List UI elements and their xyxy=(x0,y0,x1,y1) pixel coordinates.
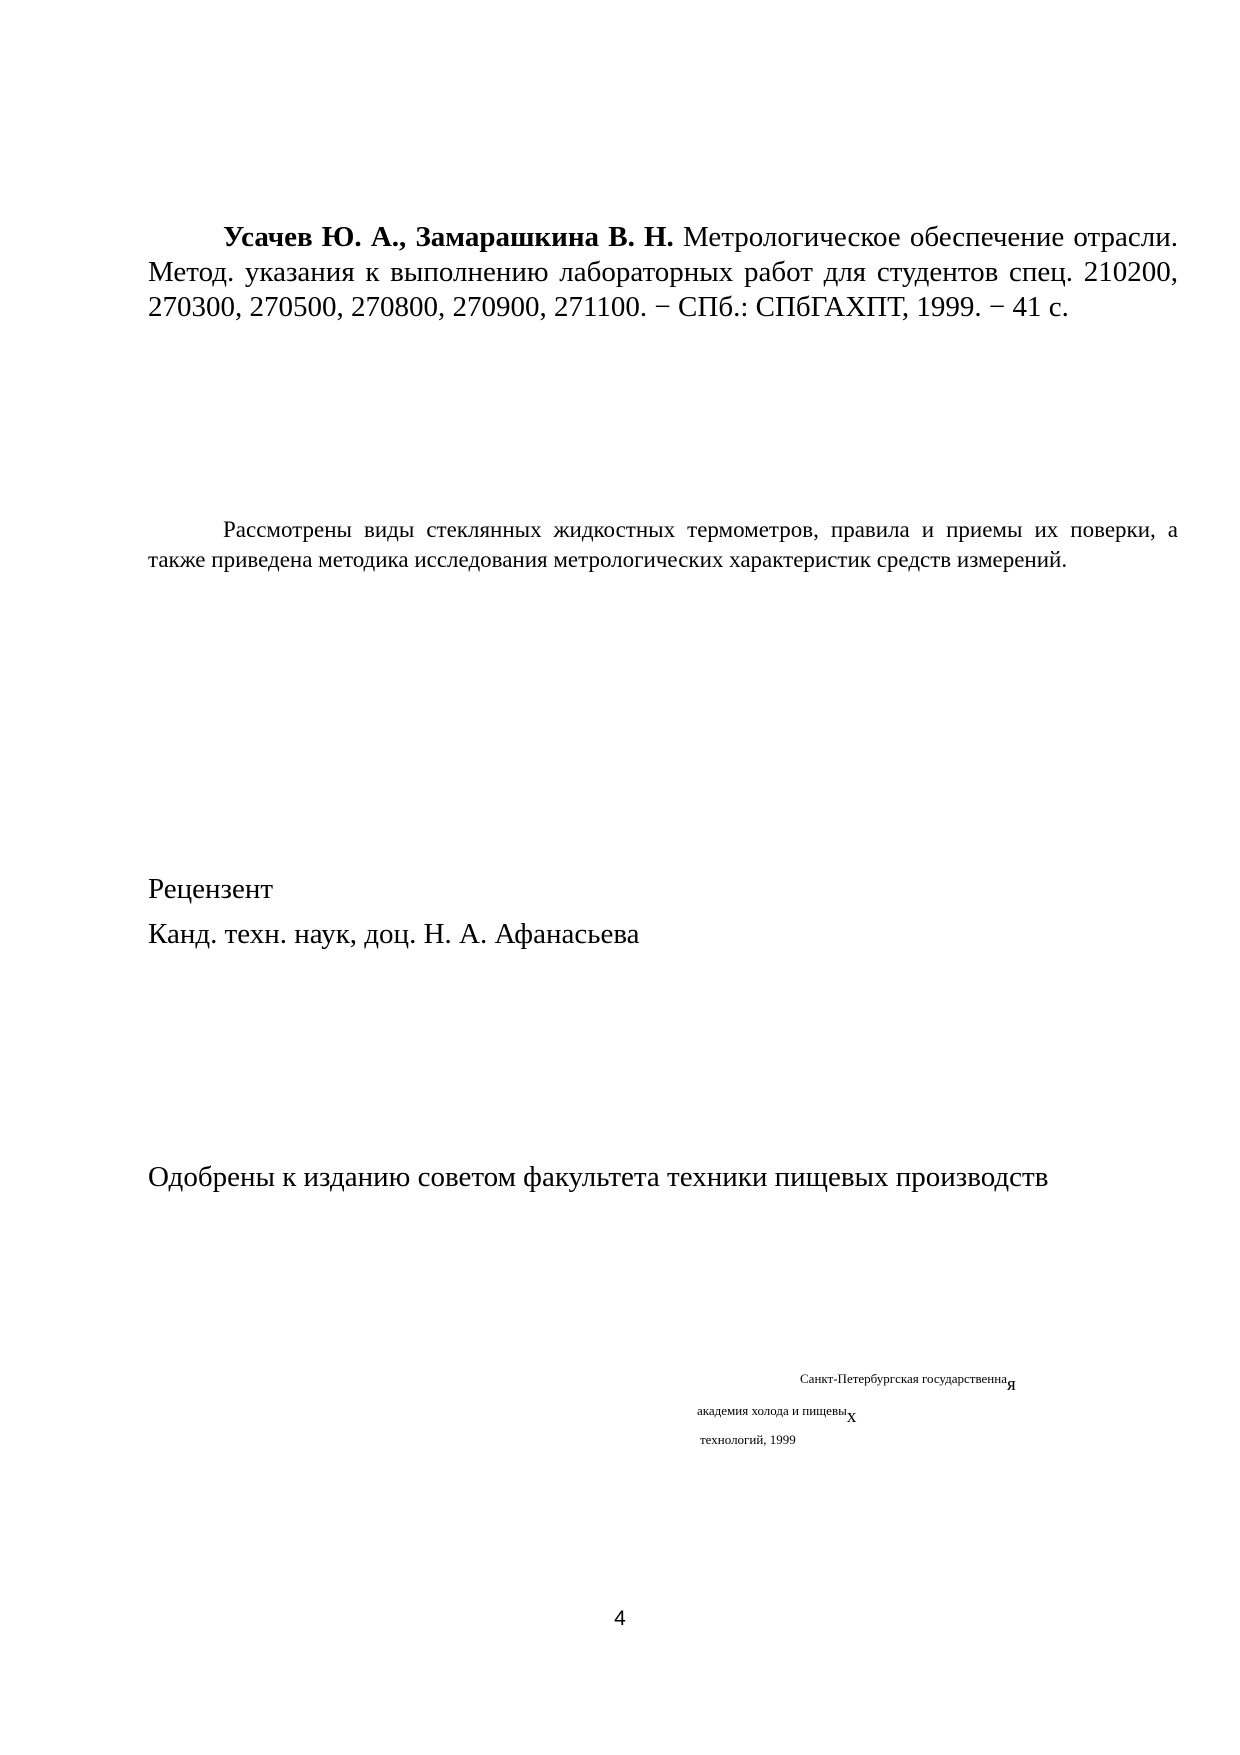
bibliographic-text: Метрологическое обеспечение отрасли. Метод. указания к выполнению лабораторных работ для студентов спец. 210200, 270300, 270500, 270800, 270900, 271100. − СПб.: СПбГАХПТ, 1999. − 41 с. xyxy=(148,221,1179,323)
copyright-line-2 xyxy=(697,1403,856,1425)
copyright-line-1-tail: я xyxy=(1006,1374,1016,1395)
copyright-line-1 xyxy=(800,1371,1016,1393)
authors: Усачев Ю. А., Замарашкина В. Н. xyxy=(223,221,674,253)
abstract: Рассмотрены виды стеклянных жидкостных термометров, правила и приемы их поверки, а также приведена методика исследования метрологических характеристик средств измерений. xyxy=(148,517,1178,572)
copyright-line-1-text: Санкт-Петербургская государственна xyxy=(800,1371,1007,1386)
reviewer-name: Канд. техн. наук, доц. Н. А. Афанасьева xyxy=(148,918,640,950)
copyright-line-3: технологий, 1999 xyxy=(700,1432,796,1447)
copyright-line-2-text: академия холода и пищевы xyxy=(697,1403,847,1418)
page-number: 4 xyxy=(614,1607,626,1630)
approval-statement: Одобрены к изданию советом факультета техники пищевых производств xyxy=(148,1161,1049,1193)
bibliographic-description xyxy=(148,220,1178,325)
copyright-line-2-tail: х xyxy=(846,1406,857,1427)
reviewer-heading: Рецензент xyxy=(148,873,274,905)
